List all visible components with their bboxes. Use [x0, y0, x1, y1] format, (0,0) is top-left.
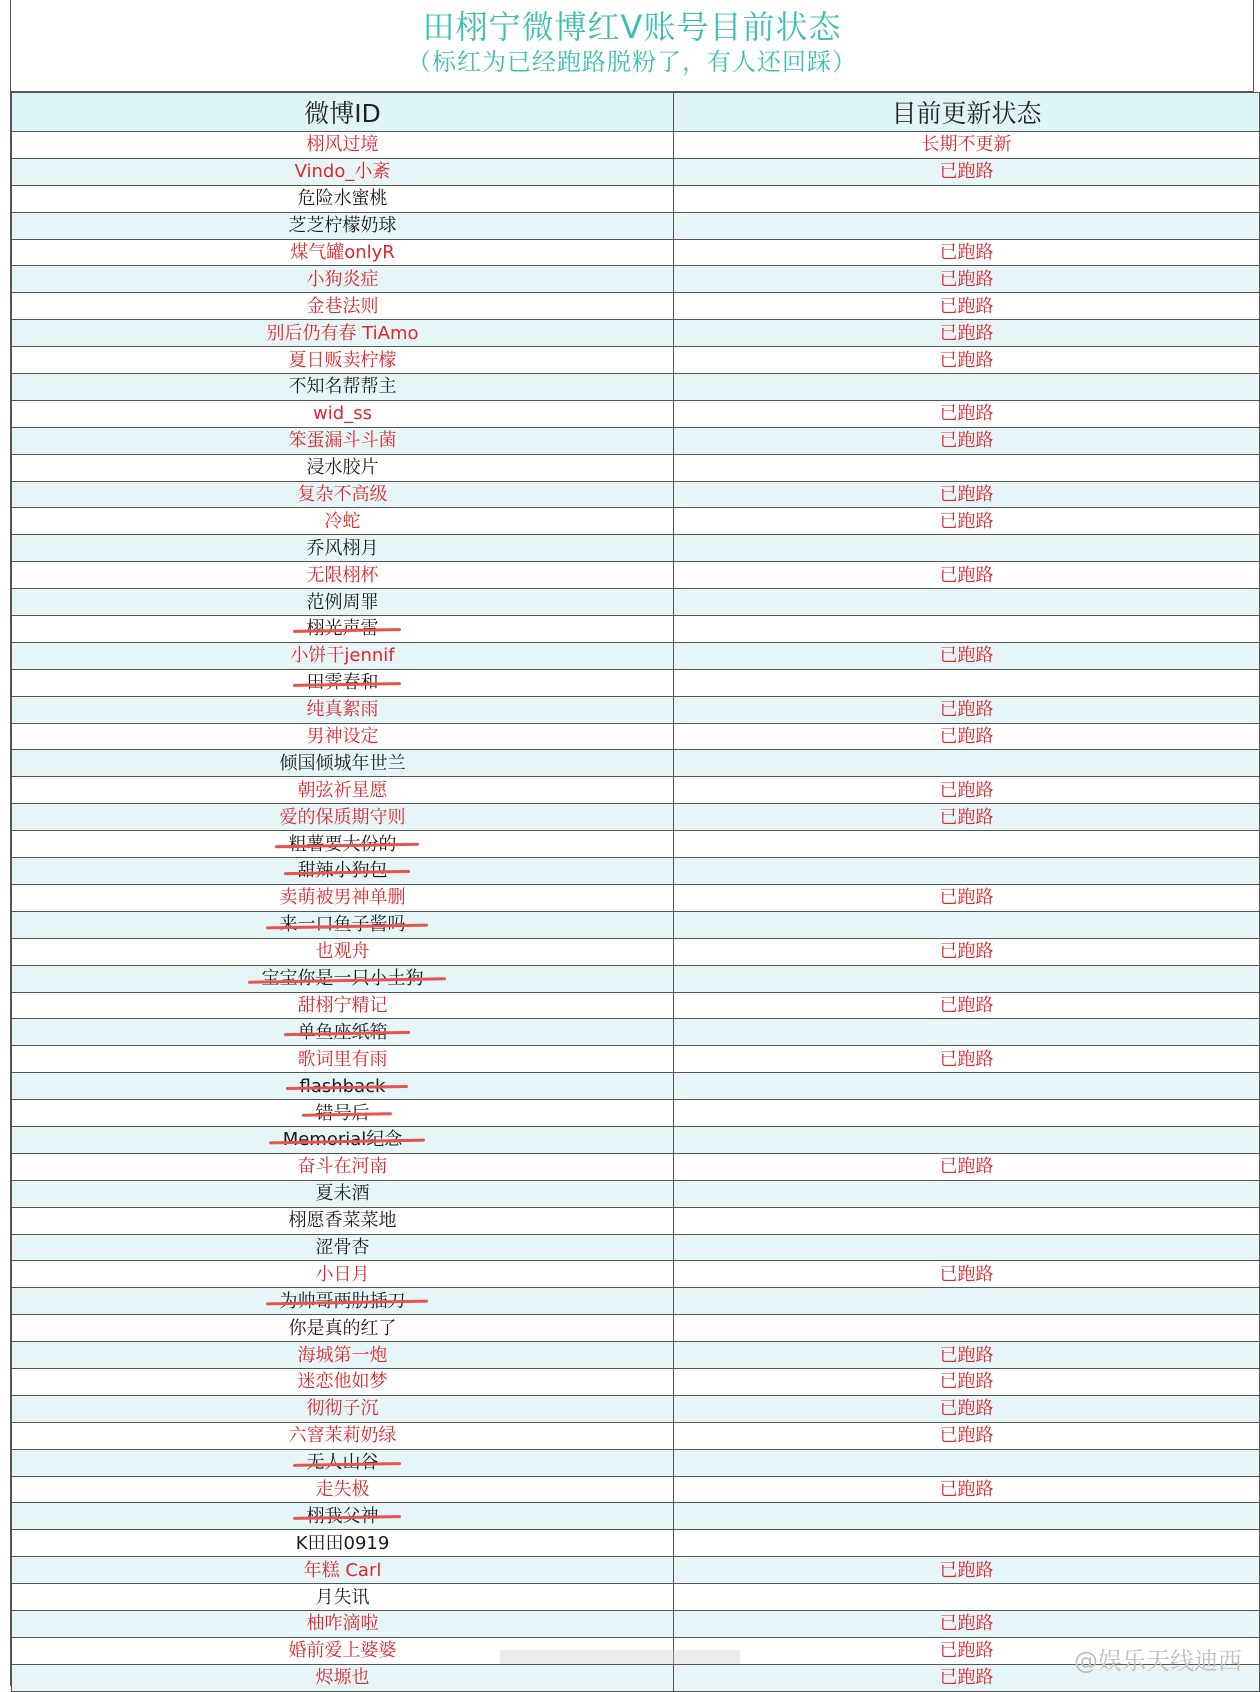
id-text: 爱的保质期守则: [280, 807, 406, 828]
cell-status: 已跑路: [674, 696, 1260, 723]
cell-weibo-id: [12, 911, 674, 938]
cell-weibo-id: [12, 1315, 674, 1342]
cell-status: 已跑路: [674, 1610, 1260, 1637]
column-header-status: 目前更新状态: [674, 93, 1260, 132]
cell-status: [674, 535, 1260, 562]
cell-weibo-id: [12, 1046, 674, 1073]
id-text: 范例周罪: [307, 592, 379, 613]
cell-status: 已跑路: [674, 992, 1260, 1019]
cell-weibo-id: [12, 1342, 674, 1369]
cell-status: [674, 831, 1260, 858]
cell-status: 已跑路: [674, 266, 1260, 293]
table-row: [12, 212, 1260, 239]
struck-id-text: 错号后: [316, 1101, 370, 1126]
table-row: [12, 1234, 1260, 1261]
table-row: [12, 454, 1260, 481]
table-row: [12, 266, 1260, 293]
table-row: [12, 1261, 1260, 1288]
struck-id-text: 宝宝你是一只小土狗: [262, 966, 424, 991]
cell-status: [674, 1126, 1260, 1153]
account-status-table: [11, 92, 1260, 1692]
cell-weibo-id: [12, 1234, 674, 1261]
cell-status: 已跑路: [674, 1261, 1260, 1288]
cell-status: [674, 1449, 1260, 1476]
cell-weibo-id: [12, 1422, 674, 1449]
table-row: [12, 347, 1260, 374]
cell-status: [674, 965, 1260, 992]
cell-weibo-id: [12, 1288, 674, 1315]
cell-weibo-id: [12, 642, 674, 669]
cell-status: 已跑路: [674, 158, 1260, 185]
table-row: [12, 320, 1260, 347]
cell-status: [674, 1584, 1260, 1611]
table-row: [12, 374, 1260, 401]
table-row: [12, 1288, 1260, 1315]
cell-status: 已跑路: [674, 427, 1260, 454]
table-row: [12, 1019, 1260, 1046]
id-text: 朝弦祈星愿: [298, 780, 388, 801]
cell-status: [674, 1530, 1260, 1557]
id-text: 男神设定: [307, 726, 379, 747]
table-row: [12, 696, 1260, 723]
cell-weibo-id: [12, 589, 674, 616]
cell-status: 已跑路: [674, 1395, 1260, 1422]
cell-weibo-id: [12, 858, 674, 885]
cell-status: [674, 911, 1260, 938]
table-row: [12, 992, 1260, 1019]
cell-weibo-id: [12, 293, 674, 320]
cell-weibo-id: [12, 1610, 674, 1637]
cell-weibo-id: [12, 669, 674, 696]
cell-weibo-id: [12, 1476, 674, 1503]
cell-status: 已跑路: [674, 1476, 1260, 1503]
id-text: 海城第一炮: [298, 1345, 388, 1366]
cell-weibo-id: [12, 320, 674, 347]
id-text: 纯真絮雨: [307, 699, 379, 720]
table-row: [12, 642, 1260, 669]
cell-status: [674, 1503, 1260, 1530]
cell-weibo-id: [12, 723, 674, 750]
struck-id-text: 来一口鱼子酱吗: [280, 912, 406, 937]
cell-status: 已跑路: [674, 1342, 1260, 1369]
cell-status: 已跑路: [674, 1557, 1260, 1584]
id-text: 迷恋他如梦: [298, 1371, 388, 1392]
id-text: 也观舟: [316, 941, 370, 962]
table-row: [12, 427, 1260, 454]
cell-weibo-id: [12, 158, 674, 185]
table-row: [12, 1557, 1260, 1584]
cell-weibo-id: [12, 831, 674, 858]
watermark-text: @娱乐天线迪西: [1074, 1641, 1242, 1676]
cell-weibo-id: [12, 266, 674, 293]
cell-weibo-id: [12, 1153, 674, 1180]
cell-weibo-id: [12, 1100, 674, 1127]
table-row: [12, 1073, 1260, 1100]
cell-weibo-id: [12, 185, 674, 212]
id-text: 卖萌被男神单删: [280, 887, 406, 908]
table-header-row: [12, 93, 1260, 132]
table-row: [12, 884, 1260, 911]
id-text: 小饼干jennif: [290, 645, 394, 666]
id-text: 年糕 Carl: [304, 1560, 382, 1581]
table-row: [12, 831, 1260, 858]
table-row: [12, 1610, 1260, 1637]
table-row: [12, 669, 1260, 696]
cell-status: [674, 454, 1260, 481]
cell-weibo-id: [12, 1261, 674, 1288]
cell-status: [674, 374, 1260, 401]
table-row: [12, 1153, 1260, 1180]
table-row: [12, 185, 1260, 212]
struck-id-text: 田霁春和: [307, 670, 379, 695]
cell-weibo-id: [12, 1449, 674, 1476]
id-text: wid_ss: [313, 403, 372, 424]
table-row: [12, 1046, 1260, 1073]
cell-status: [674, 185, 1260, 212]
cell-weibo-id: [12, 1530, 674, 1557]
id-text: 金巷法则: [307, 296, 379, 317]
cell-status: 已跑路: [674, 481, 1260, 508]
id-text: 不知名帮帮主: [289, 376, 397, 397]
cell-weibo-id: [12, 1180, 674, 1207]
cell-weibo-id: [12, 454, 674, 481]
cell-weibo-id: [12, 481, 674, 508]
cell-weibo-id: [12, 1664, 674, 1691]
cell-status: 已跑路: [674, 320, 1260, 347]
struck-id-text: 栩我父神: [307, 1504, 379, 1529]
cell-status: [674, 1207, 1260, 1234]
cell-status: 已跑路: [674, 1664, 1260, 1691]
cell-status: 已跑路: [674, 1368, 1260, 1395]
table-row: [12, 158, 1260, 185]
table-row: [12, 723, 1260, 750]
table-row: [12, 1664, 1260, 1691]
id-text: 煤气罐onlyR: [290, 242, 395, 263]
id-text: 走失极: [316, 1479, 370, 1500]
cell-status: [674, 669, 1260, 696]
cell-status: 已跑路: [674, 293, 1260, 320]
cell-status: 已跑路: [674, 777, 1260, 804]
id-text: 笨蛋漏斗斗菌: [289, 430, 397, 451]
column-header-weibo-id: 微博ID: [12, 93, 674, 132]
cell-weibo-id: [12, 132, 674, 159]
id-text: 夏未酒: [316, 1183, 370, 1204]
table-row: [12, 400, 1260, 427]
cell-status: 已跑路: [674, 400, 1260, 427]
table-row: [12, 239, 1260, 266]
spreadsheet-sheet: [10, 0, 1254, 1686]
cell-weibo-id: [12, 1126, 674, 1153]
struck-id-text: 无人山谷: [307, 1450, 379, 1475]
cell-weibo-id: [12, 508, 674, 535]
cell-status: 长期不更新: [674, 132, 1260, 159]
id-text: 冷蛇: [325, 511, 361, 532]
table-row: [12, 965, 1260, 992]
cell-status: 已跑路: [674, 884, 1260, 911]
cell-weibo-id: [12, 400, 674, 427]
table-row: [12, 535, 1260, 562]
id-text: 别后仍有春 TiAmo: [266, 323, 418, 344]
id-text: K田田0919: [296, 1533, 390, 1554]
table-row: [12, 804, 1260, 831]
id-text: 乔风栩月: [307, 538, 379, 559]
cell-weibo-id: [12, 696, 674, 723]
cell-status: 已跑路: [674, 562, 1260, 589]
cell-weibo-id: [12, 212, 674, 239]
id-text: 烬塬也: [316, 1667, 370, 1688]
page-subtitle: （标红为已经跑路脱粉了，有人还回踩）: [11, 46, 1253, 78]
struck-id-text: 甜辣小狗包: [298, 858, 388, 883]
cell-weibo-id: [12, 965, 674, 992]
table-row: [12, 1126, 1260, 1153]
id-text: 歌词里有雨: [298, 1049, 388, 1070]
table-row: [12, 858, 1260, 885]
table-row: [12, 293, 1260, 320]
cell-status: 已跑路: [674, 723, 1260, 750]
table-row: [12, 750, 1260, 777]
cell-status: 已跑路: [674, 239, 1260, 266]
table-row: [12, 911, 1260, 938]
cell-weibo-id: [12, 777, 674, 804]
cell-status: [674, 1019, 1260, 1046]
cell-status: 已跑路: [674, 1153, 1260, 1180]
cell-status: [674, 589, 1260, 616]
table-body: [12, 132, 1260, 1692]
cell-status: [674, 1234, 1260, 1261]
table-row: [12, 1180, 1260, 1207]
watermark-bar: [500, 1650, 740, 1664]
cell-weibo-id: [12, 804, 674, 831]
id-text: 栩愿香菜菜地: [289, 1210, 397, 1231]
cell-weibo-id: [12, 938, 674, 965]
struck-id-text: 栩光声雷: [307, 616, 379, 641]
cell-status: [674, 212, 1260, 239]
cell-weibo-id: [12, 347, 674, 374]
page-title: 田栩宁微博红V账号目前状态: [11, 8, 1253, 46]
id-text: 月失讯: [316, 1587, 370, 1608]
table-row: [12, 508, 1260, 535]
cell-weibo-id: [12, 1584, 674, 1611]
table-row: [12, 132, 1260, 159]
cell-weibo-id: [12, 1557, 674, 1584]
cell-weibo-id: [12, 535, 674, 562]
cell-weibo-id: [12, 562, 674, 589]
id-text: 栩风过境: [307, 134, 379, 155]
table-row: [12, 1422, 1260, 1449]
table-row: [12, 562, 1260, 589]
cell-weibo-id: [12, 374, 674, 401]
cell-weibo-id: [12, 1073, 674, 1100]
cell-status: [674, 1288, 1260, 1315]
id-text: 甜栩宁精记: [298, 995, 388, 1016]
id-text: 小日月: [316, 1264, 370, 1285]
id-text: 危险水蜜桃: [298, 188, 388, 209]
id-text: 芝芝柠檬奶球: [289, 215, 397, 236]
cell-weibo-id: [12, 1395, 674, 1422]
table-row: [12, 589, 1260, 616]
cell-weibo-id: [12, 1019, 674, 1046]
cell-weibo-id: [12, 750, 674, 777]
table-row: [12, 1207, 1260, 1234]
id-text: 涩骨杏: [316, 1237, 370, 1258]
id-text: Vindo_小紊: [295, 161, 391, 182]
id-text: 你是真的红了: [289, 1318, 397, 1339]
cell-status: 已跑路: [674, 642, 1260, 669]
cell-status: 已跑路: [674, 1637, 1260, 1664]
id-text: 浸水胶片: [307, 457, 379, 478]
cell-weibo-id: [12, 427, 674, 454]
cell-weibo-id: [12, 1368, 674, 1395]
cell-weibo-id: [12, 239, 674, 266]
cell-weibo-id: [12, 1503, 674, 1530]
cell-status: [674, 1100, 1260, 1127]
id-text: 彻彻子沉: [307, 1398, 379, 1419]
table-row: [12, 1584, 1260, 1611]
id-text: 奋斗在河南: [298, 1156, 388, 1177]
table-row: [12, 1315, 1260, 1342]
table-row: [12, 777, 1260, 804]
table-row: [12, 481, 1260, 508]
cell-status: 已跑路: [674, 508, 1260, 535]
table-row: [12, 1342, 1260, 1369]
cell-status: [674, 1073, 1260, 1100]
table-row: [12, 1100, 1260, 1127]
cell-weibo-id: [12, 992, 674, 1019]
struck-id-text: 粗薯要大份的: [289, 832, 397, 857]
struck-id-text: flashback: [300, 1074, 386, 1099]
cell-status: 已跑路: [674, 1422, 1260, 1449]
table-row: [12, 1530, 1260, 1557]
table-row: [12, 1503, 1260, 1530]
struck-id-text: 单鱼座纸箱: [298, 1020, 388, 1045]
table-row: [12, 1476, 1260, 1503]
cell-status: 已跑路: [674, 804, 1260, 831]
cell-weibo-id: [12, 884, 674, 911]
struck-id-text: 为帅哥两肋插刀: [280, 1289, 406, 1314]
cell-status: [674, 750, 1260, 777]
cell-status: 已跑路: [674, 938, 1260, 965]
cell-status: [674, 616, 1260, 643]
id-text: 复杂不高级: [298, 484, 388, 505]
id-text: 倾国倾城年世兰: [280, 753, 406, 774]
cell-status: [674, 1180, 1260, 1207]
table-row: [12, 616, 1260, 643]
cell-status: 已跑路: [674, 1046, 1260, 1073]
id-text: 婚前爱上婆婆: [289, 1640, 397, 1661]
table-row: [12, 1395, 1260, 1422]
table-row: [12, 1368, 1260, 1395]
id-text: 柚咋滴啦: [307, 1613, 379, 1634]
cell-status: [674, 858, 1260, 885]
table-row: [12, 938, 1260, 965]
id-text: 无限栩杯: [307, 565, 379, 586]
title-block: [11, 0, 1253, 92]
cell-weibo-id: [12, 616, 674, 643]
table-row: [12, 1449, 1260, 1476]
cell-status: 已跑路: [674, 347, 1260, 374]
cell-status: [674, 1315, 1260, 1342]
id-text: 六窨茉莉奶绿: [289, 1425, 397, 1446]
id-text: 夏日贩卖柠檬: [289, 350, 397, 371]
struck-id-text: Memorial纪念: [283, 1127, 403, 1152]
id-text: 小狗炎症: [307, 269, 379, 290]
cell-weibo-id: [12, 1207, 674, 1234]
